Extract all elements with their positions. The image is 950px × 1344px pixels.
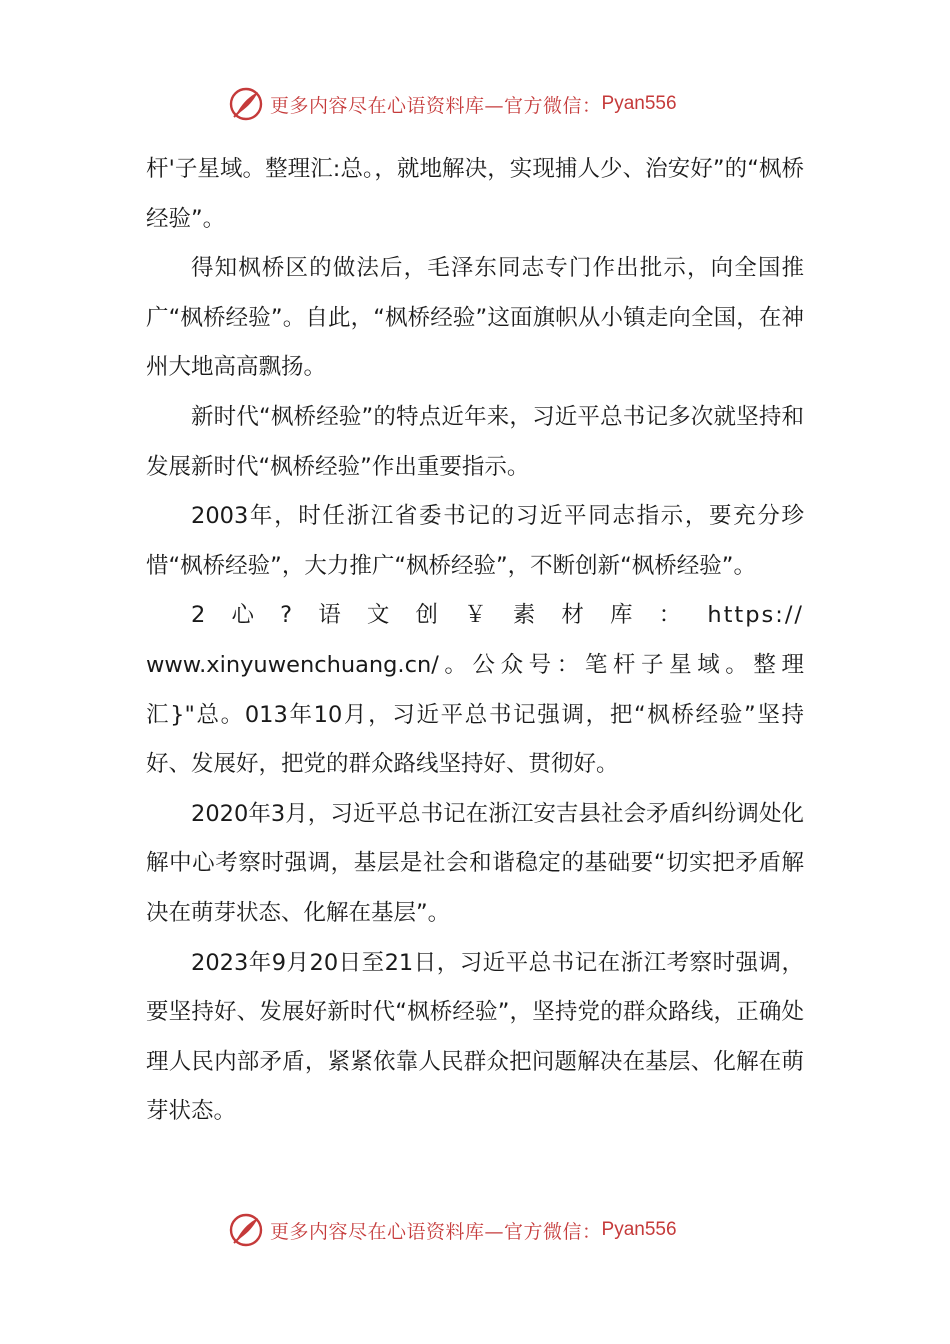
paragraph-7: 2023年9月20日至21日，习近平总书记在浙江考察时强调，要坚持好、发展好新时代“枫桥经验”，坚持党的群众路线，正确处理人民内部矛盾，紧紧依靠人民群众把问题解决在基层、化解在萌芽状态。 <box>146 949 804 1125</box>
quill-pen-logo-icon <box>228 86 264 122</box>
header-banner-text: 更多内容尽在心语资料库—官方微信： <box>270 94 602 117</box>
paragraph-6: 2020年3月，习近平总书记在浙江安吉县社会矛盾纠纷调处化解中心考察时强调，基层是社会和谐稳定的基础要“切实把矛盾解决在萌芽状态、化解在基层”。 <box>146 800 804 926</box>
paragraph-5-line-1: 2心?语文创￥素材库：https:// <box>191 602 804 629</box>
paragraph-3: 新时代“枫桥经验”的特点近年来，习近平总书记多次就坚持和发展新时代“枫桥经验”作出重要指示。 <box>146 403 804 480</box>
paragraph-4: 2003年，时任浙江省委书记的习近平同志指示，要充分珍惜“枫桥经验”，大力推广“枫桥经验”，不断创新“枫桥经验”。 <box>146 503 804 579</box>
paragraph-2: 得知枫桥区的做法后，毛泽东同志专门作出批示，向全国推广“枫桥经验”。自此，“枫桥经验”这面旗帜从小镇走向全国，在神州大地高高飘扬。 <box>146 255 804 381</box>
footer-wechat-id: Pyan556 <box>601 1219 677 1240</box>
paragraph-1: 杆'子星域。整理汇:总。，就地解决，实现捕人少、治安好”的“枫桥经验”。 <box>146 156 804 232</box>
header-wechat-id: Pyan556 <box>601 93 677 114</box>
paragraph-5-continued: www.xinyuwenchuang.cn/。公众号：笔杆子星域。整理汇}"总。013年10月，习近平总书记强调，把“枫桥经验”坚持好、发展好，把党的群众路线坚持好、贯彻好。 <box>146 651 804 778</box>
quill-pen-logo-icon <box>228 1212 264 1248</box>
footer-banner <box>228 1210 677 1250</box>
footer-banner-text: 更多内容尽在心语资料库—官方微信： <box>270 1220 602 1243</box>
header-banner <box>228 84 677 124</box>
document-body <box>146 145 804 1137</box>
